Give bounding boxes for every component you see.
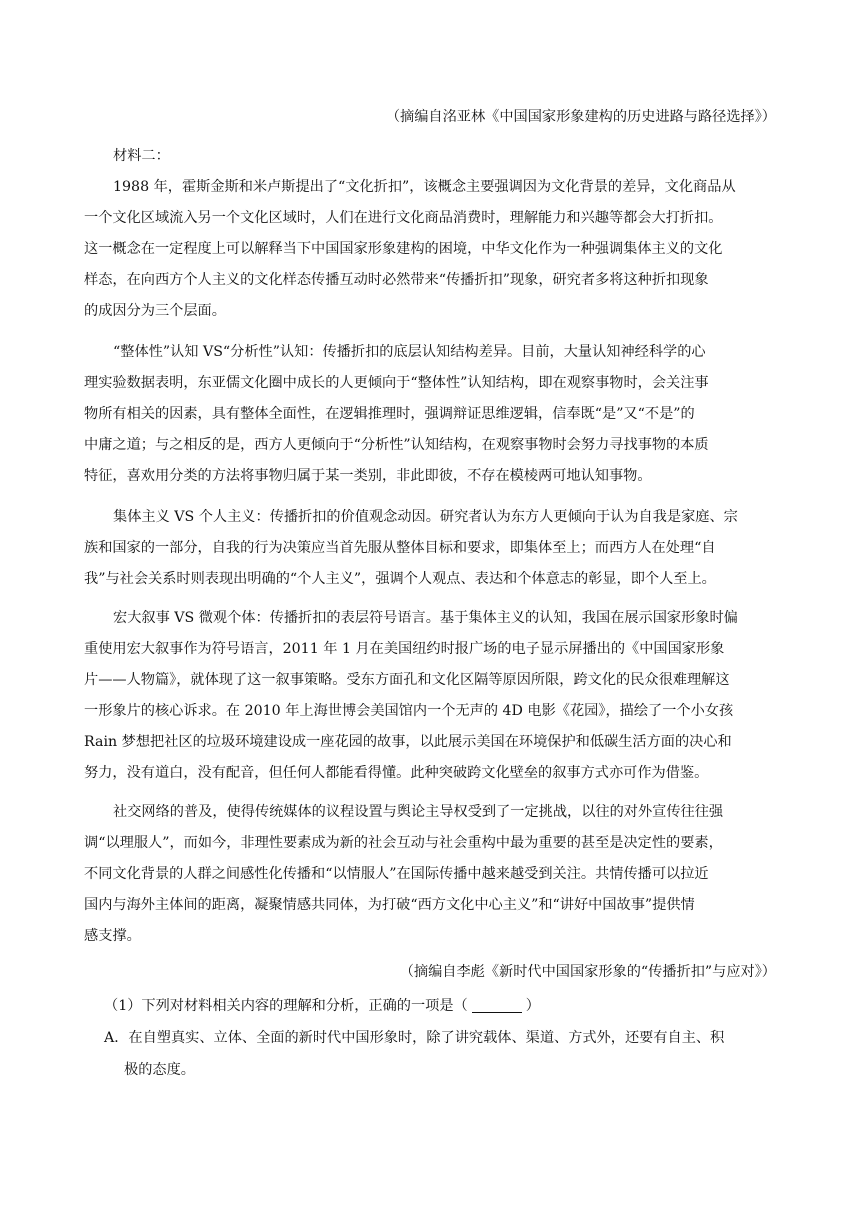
paragraph-4-line: 重使用宏大叙事作为符号语言，2011 年 1 月在美国纽约时报广场的电子显示屏播出的《中国国家形象 [84, 641, 725, 657]
answer-blank[interactable] [472, 998, 522, 1013]
paragraph-1-line: 一个文化区域流入另一个文化区域时，人们在进行文化商品消费时，理解能力和兴趣等都会大打折扣。 [84, 210, 723, 226]
paragraph-4-line: 片——人物篇》，就体现了这一叙事策略。受东方面孔和文化区隔等原因所限，跨文化的民众很难理解这 [84, 672, 730, 688]
source-citation-2: （摘编自李彪《新时代中国国家形象的“传播折扣”与应对》） [399, 964, 776, 980]
paragraph-2-line: 中庸之道；与之相反的是，西方人更倾向于“分析性”认知结构，在观察事物时会努力寻找事物的本质 [84, 437, 709, 453]
paragraph-5-line: 感支撑。 [84, 928, 141, 944]
paragraph-1-line: 样态，在向西方个人主义的文化样态传播互动时必然带来“传播折扣”现象，研究者多将这种折扣现象 [84, 272, 709, 288]
paragraph-4-line: 一形象片的核心诉求。在 2010 年上海世博会美国馆内一个无声的 4D 电影《花园》，描绘了一个小女孩 [84, 703, 734, 719]
question-1-stem [104, 996, 767, 1016]
paragraph-2-line: 理实验数据表明，东亚儒文化圈中成长的人更倾向于“整体性”认知结构，即在观察事物时，会关注事 [84, 375, 709, 391]
question-stem-text: （1）下列对材料相关内容的理解和分析，正确的一项是（ [104, 998, 468, 1014]
paragraph-4-line: 努力，没有道白，没有配音，但任何人都能看得懂。此种突破跨文化壁垒的叙事方式亦可作为借鉴。 [84, 765, 709, 781]
paragraph-3-line: 我”与社会关系时则表现出明确的“个人主义”，强调个人观点、表达和个体意志的彰显，即个人至上。 [84, 571, 716, 587]
paragraph-1-line: 1988 年，霍斯金斯和米卢斯提出了“文化折扣”，该概念主要强调因为文化背景的差异，文化商品从 [113, 179, 736, 195]
material-2-label: 材料二： [113, 148, 170, 164]
paragraph-5-line: 调“以理服人”，而如今，非理性要素成为新的社会互动与社会重构中最为重要的甚至是决定性的要素， [84, 835, 723, 851]
paragraph-3-line: 族和国家的一部分，自我的行为决策应当首先服从整体目标和要求，即集体至上；而西方人在处理“自 [84, 540, 716, 556]
paragraph-1-line: 这一概念在一定程度上可以解释当下中国国家形象建构的困境，中华文化作为一种强调集体主义的文化 [84, 241, 723, 257]
option-a-line: A．在自塑真实、立体、全面的新时代中国形象时，除了讲究载体、渠道、方式外，还要有自主、积 [104, 1030, 725, 1046]
paragraph-4-line: Rain 梦想把社区的垃圾环境建设成一座花园的故事，以此展示美国在环境保护和低碳生活方面的决心和 [84, 734, 732, 750]
paragraph-2-line: 特征，喜欢用分类的方法将事物归属于某一类别，非此即彼，不存在模棱两可地认知事物。 [84, 468, 652, 484]
source-citation-1: （摘编自洺亚林《中国国家形象建构的历史进路与路径选择》） [385, 109, 776, 125]
paragraph-1-line: 的成因分为三个层面。 [84, 303, 226, 319]
paragraph-5-line: 社交网络的普及，使得传统媒体的议程设置与舆论主导权受到了一定挑战，以往的对外宣传往往强 [113, 804, 724, 820]
paragraph-5-line: 不同文化背景的人群之间感性化传播和“以情服人”在国际传播中越来越受到关注。共情传播可以拉近 [84, 866, 709, 882]
paragraph-2-line: “整体性”认知 VS“分析性”认知：传播折扣的底层认知结构差异。目前，大量认知神经科学的心 [113, 344, 706, 360]
paragraph-2-line: 物所有相关的因素，具有整体全面性，在逻辑推理时，强调辩证思维逻辑，信奉既“是”又“不是”的 [84, 406, 695, 422]
paragraph-3-line: 集体主义 VS 个人主义：传播折扣的价值观念动因。研究者认为东方人更倾向于认为自我是家庭、宗 [113, 509, 738, 525]
paragraph-5-line: 国内与海外主体间的距离，凝聚情感共同体，为打破“西方文化中心主义”和“讲好中国故事”提供情 [84, 897, 695, 913]
option-a-line: 极的态度。 [124, 1062, 195, 1078]
question-stem-close: ） [525, 998, 540, 1014]
paragraph-4-line: 宏大叙事 VS 微观个体：传播折扣的表层符号语言。基于集体主义的认知，我国在展示国家形象时偏 [113, 610, 738, 626]
